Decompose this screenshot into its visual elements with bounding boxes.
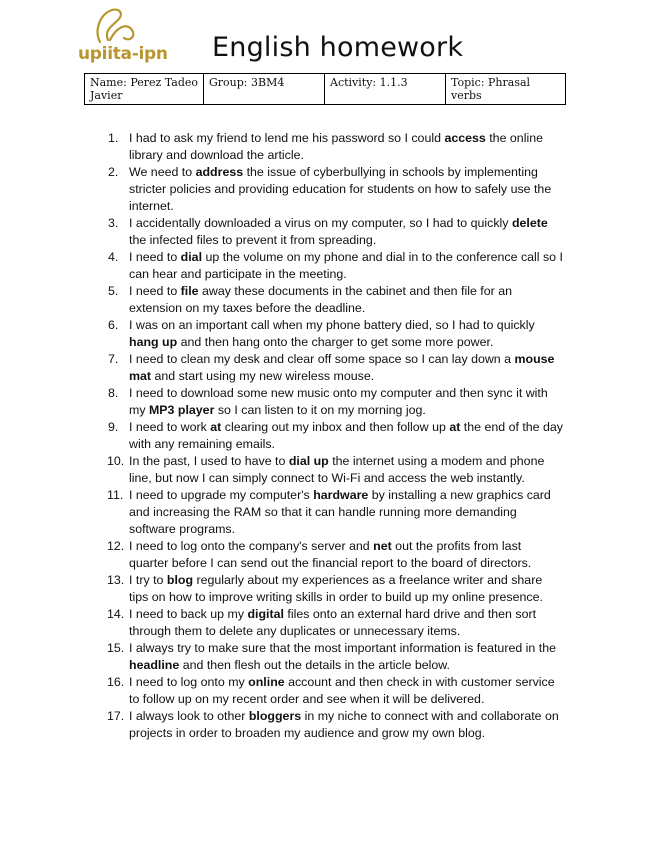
item-number: 17. xyxy=(107,709,125,723)
item-text: I need to xyxy=(129,284,181,298)
item-keyword: dial up xyxy=(288,454,329,468)
item-text: and start using my new wireless mouse. xyxy=(151,369,375,383)
item-keyword: delete xyxy=(511,216,548,230)
item-keyword: address xyxy=(195,165,244,179)
item-number: 8. xyxy=(108,386,119,400)
item-text: account and then check in with customer service to follow up on my recent order and see when it will be delivered. xyxy=(129,675,555,706)
topic-cell: Topic: Phrasal verbs xyxy=(446,74,566,105)
item-keyword: headline xyxy=(129,658,180,672)
item-keyword: MP3 player xyxy=(148,403,215,417)
item-text: the online library and download the article. xyxy=(129,131,543,162)
item-text: the end of the day with any remaining emails. xyxy=(129,420,563,451)
list-item xyxy=(0,487,655,538)
item-text: away these documents in the cabinet and then file for an extension on my taxes before the deadline. xyxy=(129,284,512,315)
group-cell: Group: 3BM4 xyxy=(204,74,325,105)
list-item xyxy=(0,674,655,708)
item-number: 1. xyxy=(108,131,119,145)
item-text: the infected files to prevent it from spreading. xyxy=(129,233,377,247)
item-text: I was on an important call when my phone battery died, so I had to quickly xyxy=(129,318,535,332)
item-number: 13. xyxy=(107,573,125,587)
list-item xyxy=(0,351,655,385)
list-item xyxy=(0,283,655,317)
list-item xyxy=(0,249,655,283)
list-item xyxy=(0,640,655,674)
item-number: 16. xyxy=(107,675,125,689)
item-text: I always try to make sure that the most important information is featured in the xyxy=(129,641,556,655)
item-number: 2. xyxy=(108,165,119,179)
item-keyword: net xyxy=(373,539,392,553)
item-text: I try to xyxy=(129,573,167,587)
list-item xyxy=(0,317,655,351)
item-text: files onto an external hard drive and then sort through them to delete any duplicates or unnecessary items. xyxy=(129,607,537,638)
item-text: clearing out my inbox and then follow up xyxy=(221,420,450,434)
list-item xyxy=(0,385,655,419)
item-keyword: mouse mat xyxy=(129,352,555,383)
item-text: I accidentally downloaded a virus on my computer, so I had to quickly xyxy=(129,216,512,230)
list-item xyxy=(0,130,655,164)
item-keyword: blog xyxy=(166,573,194,587)
item-number: 11. xyxy=(107,488,124,502)
item-keyword: file xyxy=(180,284,199,298)
info-table xyxy=(84,73,566,105)
item-text: regularly about my experiences as a freelance writer and share tips on how to improve writing skills in order to build up my online presence. xyxy=(129,573,543,604)
logo-text: upiita-ipn xyxy=(78,44,168,64)
item-text: I need to download some new music onto my computer and then sync it with my xyxy=(129,386,548,417)
item-text: I need to log onto the company's server and xyxy=(129,539,374,553)
item-text: so I can listen to it on my morning jog. xyxy=(214,403,426,417)
item-keyword: hang up xyxy=(129,335,178,349)
list-item xyxy=(0,708,655,742)
item-text: I always look to other xyxy=(129,709,249,723)
item-keyword: bloggers xyxy=(248,709,302,723)
item-text: I need to xyxy=(129,250,181,264)
activity-cell: Activity: 1.1.3 xyxy=(325,74,446,105)
item-keyword: online xyxy=(248,675,285,689)
name-cell: Name: Perez Tadeo Javier xyxy=(85,74,204,105)
item-text: and then flesh out the details in the article below. xyxy=(179,658,450,672)
item-text: up the volume on my phone and dial in to the conference call so I can hear and participate in the meeting. xyxy=(129,250,563,281)
list-item xyxy=(0,164,655,215)
item-text: I had to ask my friend to lend me his password so I could xyxy=(129,131,445,145)
item-text: I need to upgrade my computer's xyxy=(129,488,314,502)
item-keyword: hardware xyxy=(313,488,369,502)
item-text: I need to clean my desk and clear off some space so I can lay down a xyxy=(129,352,515,366)
exercise-list xyxy=(0,130,655,742)
logo-mark-icon xyxy=(86,6,146,46)
item-text: We need to xyxy=(129,165,196,179)
item-text: and then hang onto the charger to get some more power. xyxy=(177,335,494,349)
item-text: I need to work xyxy=(129,420,211,434)
list-item xyxy=(0,606,655,640)
item-keyword: dial xyxy=(180,250,203,264)
item-text: I need to log onto my xyxy=(129,675,249,689)
item-keyword: at xyxy=(449,420,461,434)
item-number: 4. xyxy=(108,250,119,264)
item-number: 14. xyxy=(107,607,125,621)
item-text: the internet using a modem and phone line, but now I can simply connect to Wi-Fi and access the web instantly. xyxy=(129,454,545,485)
list-item xyxy=(0,419,655,453)
list-item xyxy=(0,453,655,487)
item-text: In the past, I used to have to xyxy=(129,454,289,468)
item-number: 6. xyxy=(108,318,119,332)
upiita-logo xyxy=(76,6,168,66)
item-text: I need to back up my xyxy=(129,607,248,621)
page-title: English homework xyxy=(212,32,464,63)
item-text: by installing a new graphics card and increasing the RAM so that it can handle running more demanding software programs. xyxy=(129,488,551,536)
item-number: 7. xyxy=(108,352,119,366)
item-number: 9. xyxy=(108,420,119,434)
item-keyword: access xyxy=(444,131,486,145)
item-keyword: digital xyxy=(247,607,284,621)
item-number: 5. xyxy=(108,284,119,298)
item-keyword: at xyxy=(210,420,222,434)
item-text: the issue of cyberbullying in schools by implementing stricter policies and providing education for students on how to safely use the internet. xyxy=(129,165,552,213)
item-number: 12. xyxy=(107,539,125,553)
list-item xyxy=(0,572,655,606)
item-number: 15. xyxy=(107,641,125,655)
item-number: 3. xyxy=(108,216,119,230)
item-text: out the profits from last quarter before I can send out the financial report to the board of directors. xyxy=(129,539,532,570)
list-item xyxy=(0,538,655,572)
info-row xyxy=(85,74,566,105)
list-item xyxy=(0,215,655,249)
item-text: in my niche to connect with and collaborate on projects in order to broaden my audience and grow my own blog. xyxy=(129,709,559,740)
item-number: 10. xyxy=(107,454,125,468)
